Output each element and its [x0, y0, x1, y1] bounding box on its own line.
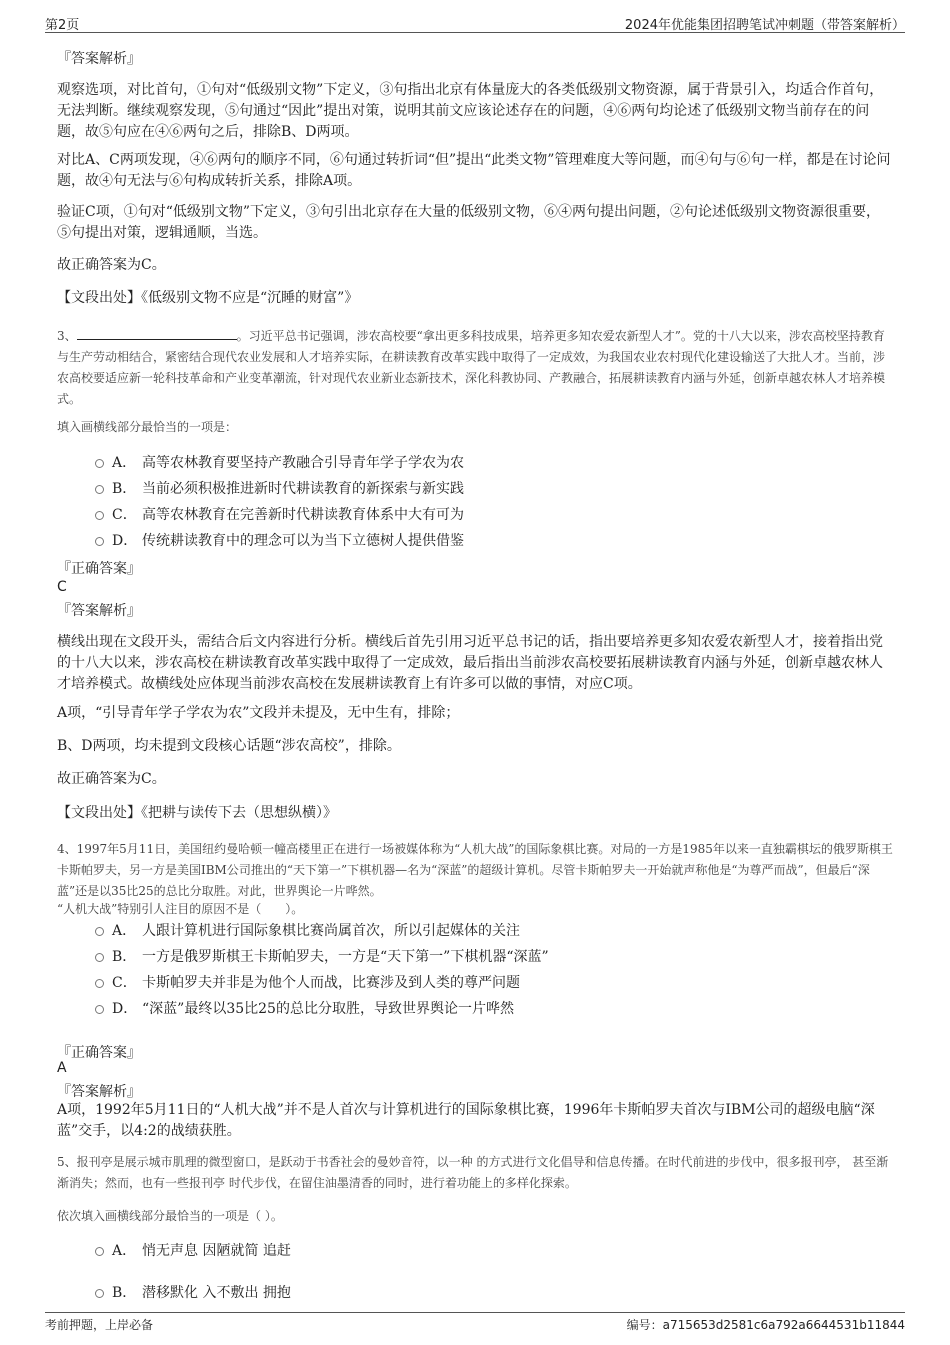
option-b[interactable]: B． 一方是俄罗斯棋王卡斯帕罗夫，一方是“天下第一”下棋机器“深蓝” — [95, 946, 549, 968]
option-c[interactable]: C． 高等农林教育在完善新时代耕读教育体系中大有可为 — [95, 504, 464, 526]
radio-icon[interactable] — [95, 459, 104, 468]
question-number: 3、 — [57, 329, 77, 343]
radio-icon[interactable] — [95, 953, 104, 962]
source-citation: 【文段出处】《低级别文物不应是“沉睡的财富”》 — [57, 290, 359, 306]
correct-answer: C — [57, 579, 67, 595]
correct-answer: A — [57, 1060, 67, 1076]
document-code: 编号：a715653d2581c6a792a6644531b11844 — [626, 1318, 905, 1332]
option-b[interactable]: B． 潜移默化 入不敷出 拥抱 — [95, 1282, 291, 1304]
page-header — [45, 10, 905, 33]
question-prompt: 依次填入画横线部分最恰当的一项是（ ）。 — [57, 1209, 283, 1223]
page-number: 第2页 — [45, 18, 80, 33]
source-citation: 【文段出处】《把耕与读传下去（思想纵横）》 — [57, 805, 337, 821]
page-footer — [45, 1312, 905, 1335]
analysis-label: 『答案解析』 — [57, 1084, 141, 1100]
question-text: 。习近平总书记强调，涉农高校要“拿出更多科技成果，培养更多知农爱农新型人才”。党的十八大以来，涉农高校坚持教育与生产劳动相结合，紧密结合现代农业发展和人才培养实际，在耕读教育改革实践中取得了一定成效，为我国农业农村现代化建设输送了大批人才。当前，涉农高校要适应新一轮科技革命和产业变革潮流，针对现代农业新业态新技术，深化科教协同、产教融合，拓展耕读教育内涵与外延，创新卓越农林人才培养模式。 — [57, 329, 886, 406]
radio-icon[interactable] — [95, 979, 104, 988]
footer-slogan: 考前押题，上岸必备 — [45, 1318, 154, 1332]
option-a[interactable]: A． 悄无声息 因陋就简 追赶 — [95, 1240, 291, 1262]
radio-icon[interactable] — [95, 537, 104, 546]
analysis-paragraph: B、D两项，均未提到文段核心话题“涉农高校”，排除。 — [57, 738, 401, 754]
document-title: 2024年优能集团招聘笔试冲刺题（带答案解析） — [624, 18, 905, 33]
option-c[interactable]: C． 卡斯帕罗夫并非是为他个人而战，比赛涉及到人类的尊严问题 — [95, 972, 520, 994]
radio-icon[interactable] — [95, 927, 104, 936]
correct-answer-label: 『正确答案』 — [57, 561, 141, 577]
radio-icon[interactable] — [95, 485, 104, 494]
question-prompt: 填入画横线部分最恰当的一项是： — [57, 420, 238, 434]
radio-icon[interactable] — [95, 511, 104, 520]
analysis-paragraph: 对比A、C两项发现，④⑥两句的顺序不同，⑥句通过转折词“但”提出“此类文物”管理难度大等问题，而④句与⑥句一样，都是在讨论问题，故④句无法与⑥句构成转折关系，排除A项。 — [57, 152, 891, 189]
analysis-paragraph: 验证C项，①句对“低级别文物”下定义，③句引出北京存在大量的低级别文物，⑥④两句提出问题，②句论述低级别文物资源很重要，⑤句提出对策，逻辑通顺，当选。 — [57, 204, 881, 241]
analysis-paragraph: A项，1992年5月11日的“人机大战”并不是人首次与计算机进行的国际象棋比赛，1996年卡斯帕罗夫首次与IBM公司的超级电脑“深蓝”交手，以4:2的战绩获胜。 — [57, 1102, 875, 1139]
option-d[interactable]: D． “深蓝”最终以35比25的总比分取胜，导致世界舆论一片哗然 — [95, 998, 514, 1020]
option-d[interactable]: D． 传统耕读教育中的理念可以为当下立德树人提供借鉴 — [95, 530, 464, 552]
radio-icon[interactable] — [95, 1289, 104, 1298]
analysis-label: 『答案解析』 — [57, 603, 141, 619]
fill-blank — [77, 326, 237, 340]
radio-icon[interactable] — [95, 1005, 104, 1014]
answer-conclusion: 故正确答案为C。 — [57, 771, 166, 787]
analysis-label: 『答案解析』 — [57, 51, 141, 67]
correct-answer-label: 『正确答案』 — [57, 1045, 141, 1061]
question-stem — [57, 326, 893, 410]
analysis-paragraph: 横线出现在文段开头，需结合后文内容进行分析。横线后首先引用习近平总书记的话，指出要培养更多知农爱农新型人才，接着指出党的十八大以来，涉农高校在耕读教育改革实践中取得了一定成效，最后指出当前涉农高校要拓展耕读教育内涵与外延，创新卓越农林人才培养模式。故横线处应体现当前涉农高校在发展耕读教育上有许多可以做的事情，对应C项。 — [57, 634, 883, 692]
analysis-paragraph: A项，“引导青年学子学农为农”文段并未提及，无中生有，排除； — [57, 705, 460, 721]
option-b[interactable]: B． 当前必须积极推进新时代耕读教育的新探索与新实践 — [95, 478, 464, 500]
option-a[interactable]: A． 高等农林教育要坚持产教融合引导青年学子学农为农 — [95, 452, 464, 474]
question-stem: 4、1997年5月11日，美国纽约曼哈顿一幢高楼里正在进行一场被媒体称为“人机大战”的国际象棋比赛。对局的一方是1985年以来一直独霸棋坛的俄罗斯棋王卡斯帕罗夫，另一方是美国IBM公司推出的“天下第一”下棋机器—名为“深蓝”的超级计算机。尽管卡斯帕罗夫一开始就声称他是“为尊严而战”，但最后“深蓝”还是以35比25的总比分取胜。对此，世界舆论一片哗然。 — [57, 842, 893, 898]
answer-conclusion: 故正确答案为C。 — [57, 257, 166, 273]
option-a[interactable]: A． 人跟计算机进行国际象棋比赛尚属首次，所以引起媒体的关注 — [95, 920, 520, 942]
analysis-paragraph: 观察选项，对比首句，①句对“低级别文物”下定义，③句指出北京有体量庞大的各类低级别文物资源，属于背景引入，均适合作首句，无法判断。继续观察发现，⑤句通过“因此”提出对策，说明其前文应该论述存在的问题，④⑥两句均论述了低级别文物当前存在的问题，故⑤句应在④⑥两句之后，排除B、D两项。 — [57, 82, 884, 140]
question-prompt: “人机大战”特别引人注目的原因不是（ ）。 — [57, 902, 304, 916]
question-stem: 5、报刊亭是展示城市肌理的微型窗口，是跃动于书香社会的曼妙音符，以一种 的方式进行文化倡导和信息传播。在时代前进的步伐中，很多报刊亭， 甚至渐渐消失；然而，也有一些报刊亭 时代步伐，在留住油墨清香的同时，进行着功能上的多样化探索。 — [57, 1155, 889, 1190]
radio-icon[interactable] — [95, 1247, 104, 1256]
